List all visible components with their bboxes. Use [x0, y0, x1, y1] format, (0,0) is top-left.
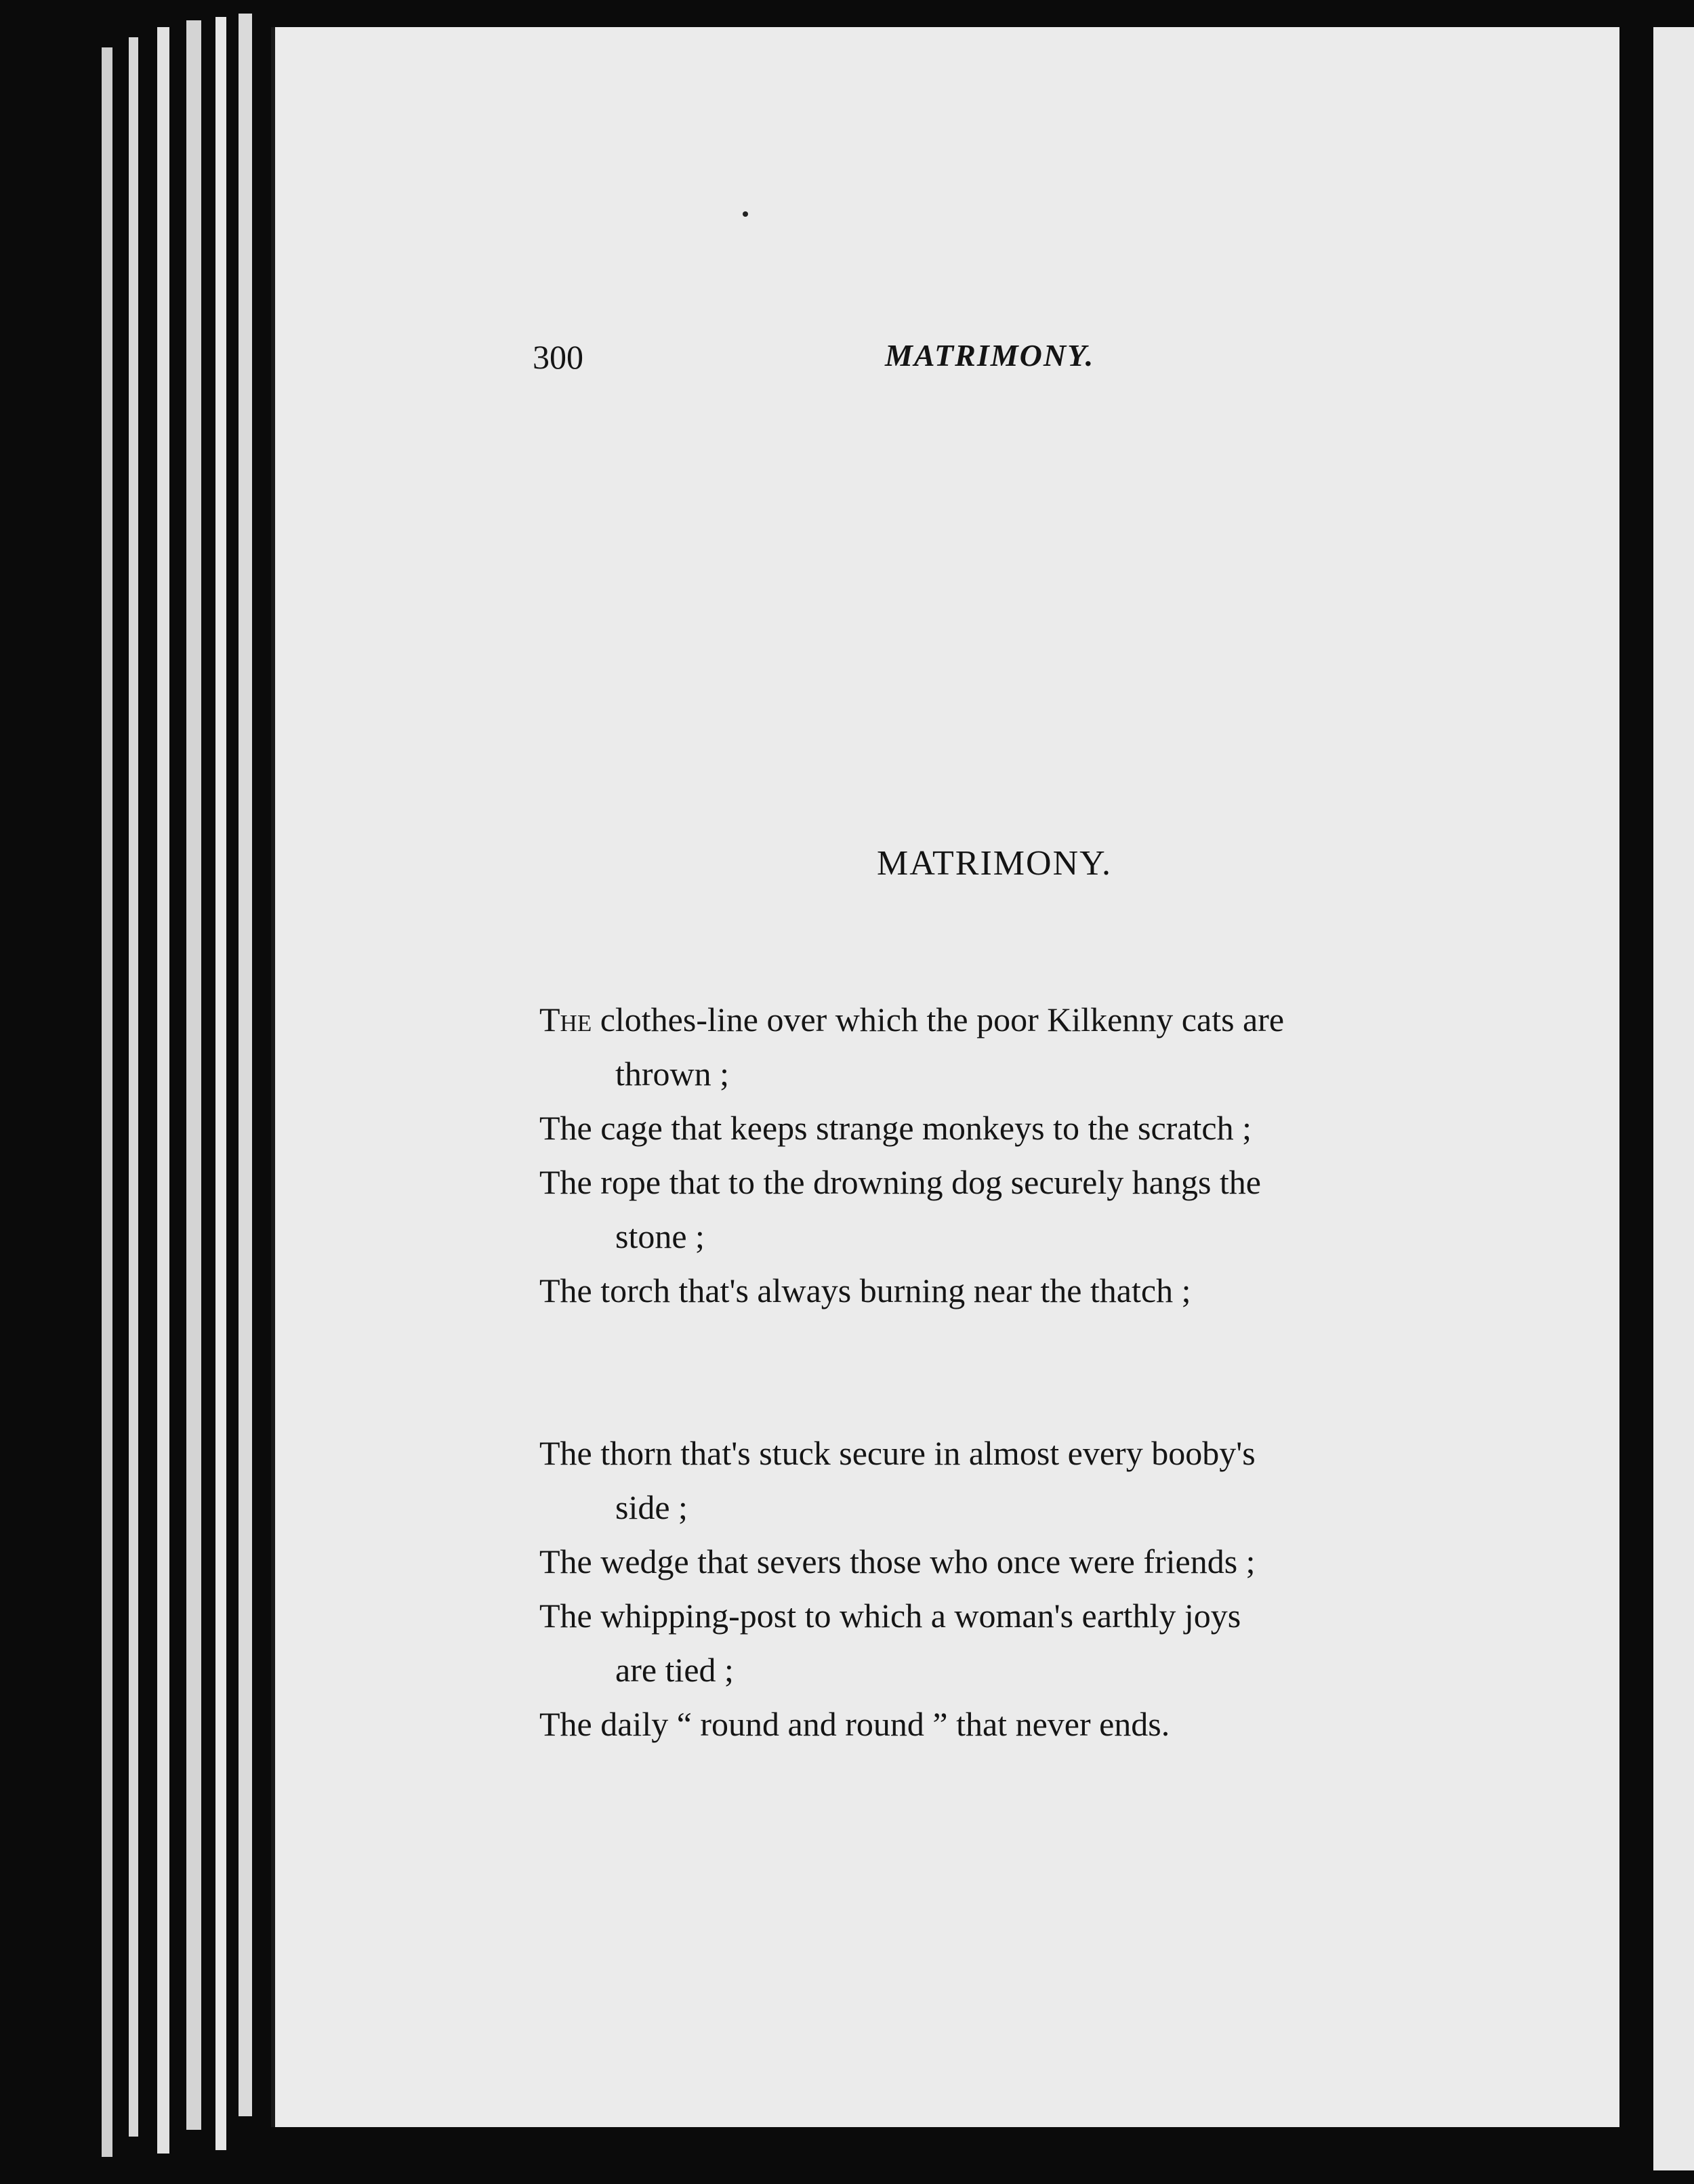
page-edge — [129, 37, 138, 2137]
poem-line: side ; — [615, 1488, 688, 1526]
page-number: 300 — [533, 338, 583, 376]
running-head — [533, 337, 1400, 392]
poem-line: are tied ; — [615, 1651, 734, 1689]
page-edge — [239, 14, 252, 2116]
book-page — [271, 27, 1619, 2127]
poem-line: The cage that keeps strange monkeys to the scratch ; — [539, 1109, 1252, 1147]
poem-line: thrown ; — [615, 1055, 730, 1093]
poem-line: stone ; — [615, 1217, 705, 1255]
first-word: The — [539, 1001, 592, 1038]
poem-line: The rope that to the drowning dog securely hangs the — [539, 1163, 1261, 1201]
page-edge — [102, 47, 112, 2157]
poem-line: The whipping-post to which a woman's earthly joys — [539, 1597, 1241, 1635]
poem-line: The thorn that's stuck secure in almost every booby's — [539, 1434, 1256, 1472]
page-edge — [186, 20, 201, 2130]
poem-title: MATRIMONY. — [877, 844, 1112, 883]
poem-line: The wedge that severs those who once were friends ; — [539, 1542, 1256, 1580]
line-text: clothes-line over which the poor Kilkenny cats are — [592, 1001, 1285, 1038]
ink-speck — [743, 211, 748, 217]
poem-line — [539, 992, 1502, 1047]
page-edge — [157, 27, 169, 2154]
facing-page-edge — [1653, 27, 1694, 2170]
stanza-1 — [539, 992, 1502, 1318]
poem-line: The daily “ round and round ” that never ends. — [539, 1705, 1170, 1743]
running-title: MATRIMONY. — [885, 338, 1095, 373]
page-edge — [215, 17, 226, 2150]
stanza-2 — [539, 1426, 1502, 1751]
poem-line: The torch that's always burning near the thatch ; — [539, 1272, 1191, 1309]
